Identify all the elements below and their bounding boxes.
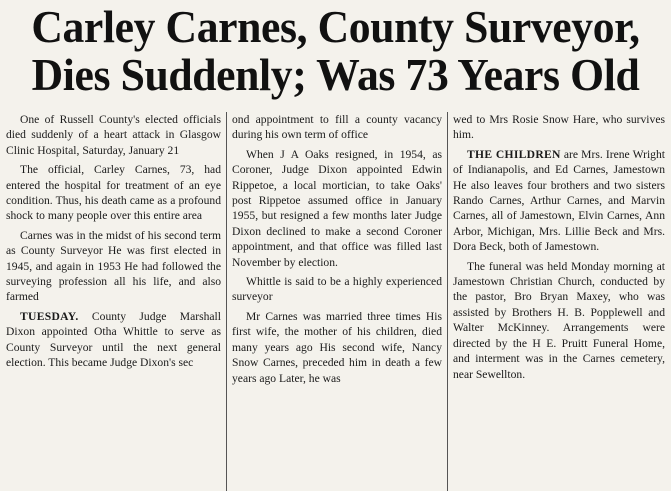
paragraph: One of Russell County's elected officials died suddenly of a heart attack in Glasgow Clinic Hospital, Saturday, January 21 [6,113,221,157]
article-body [4,112,667,491]
paragraph: Mr Carnes was married three times His first wife, the mother of his children, died many years ago His second wife, Nancy Snow Carnes, preceded him in death a few years ago Later, he was [232,309,442,385]
article-column-2 [226,112,448,491]
paragraph: When J A Oaks resigned, in 1954, as Coroner, Judge Dixon appointed Edwin Rippetoe, a local mortician, to take Oaks' post Rippetoe assumed office in January 1955, but resigned a few months later Judge Dixon declined to make a second Coroner appointment, and that office was filled last November by election. [232,147,442,269]
paragraph: Carnes was in the midst of his second term as County Surveyor He was first elected in 1945, and again in 1953 He had followed the surveying profession all his life, and also farmed [6,228,221,304]
paragraph-lead: TUESDAY. [20,309,79,323]
paragraph-text: County Judge Marshall Dixon appointed Otha Whittle to serve as County Surveyor until the next general election. This became Judge Dixon's sec [6,309,221,370]
paragraph [453,147,665,255]
headline-line-1: Carley Carnes, County Surveyor, [31,2,640,52]
paragraph: ond appointment to fill a county vacancy during his own term of office [232,113,442,142]
article-column-3 [448,112,667,491]
paragraph [6,309,221,371]
paragraph: The funeral was held Monday morning at Jamestown Christian Church, conducted by the pastor, Bro Bryan Maxey, who was assisted by Brothers H. B. Popplewell and Walter McKinney. Arrangements were directed by the H E. Pruitt Funeral Home, and interment was in the Carnes cemetery, near Sewellton. [453,259,665,381]
article-column-1 [4,112,226,491]
paragraph-text: are Mrs. Irene Wright of Indianapolis, and Ed Carnes, Jamestown He also leaves four brothers and two sisters Rando Carnes, Arthur Carnes, and Marvin Carnes, all of Jamestown, Elvin Carnes, Ann Arbor, Michigan, Mrs. Lillie Beck and Mrs. Dora Beck, both of Jamestown. [453,147,665,254]
paragraph: wed to Mrs Rosie Snow Hare, who survives him. [453,113,665,142]
paragraph: Whittle is said to be a highly experienced surveyor [232,275,442,304]
paragraph: The official, Carley Carnes, 73, had entered the hospital for treatment of an eye condition. Thus, his death came as a profound shock to many people over this entire area [6,163,221,223]
paragraph-lead: THE CHILDREN [467,147,561,161]
headline-line-2: Dies Suddenly; Was 73 Years Old [31,50,640,100]
